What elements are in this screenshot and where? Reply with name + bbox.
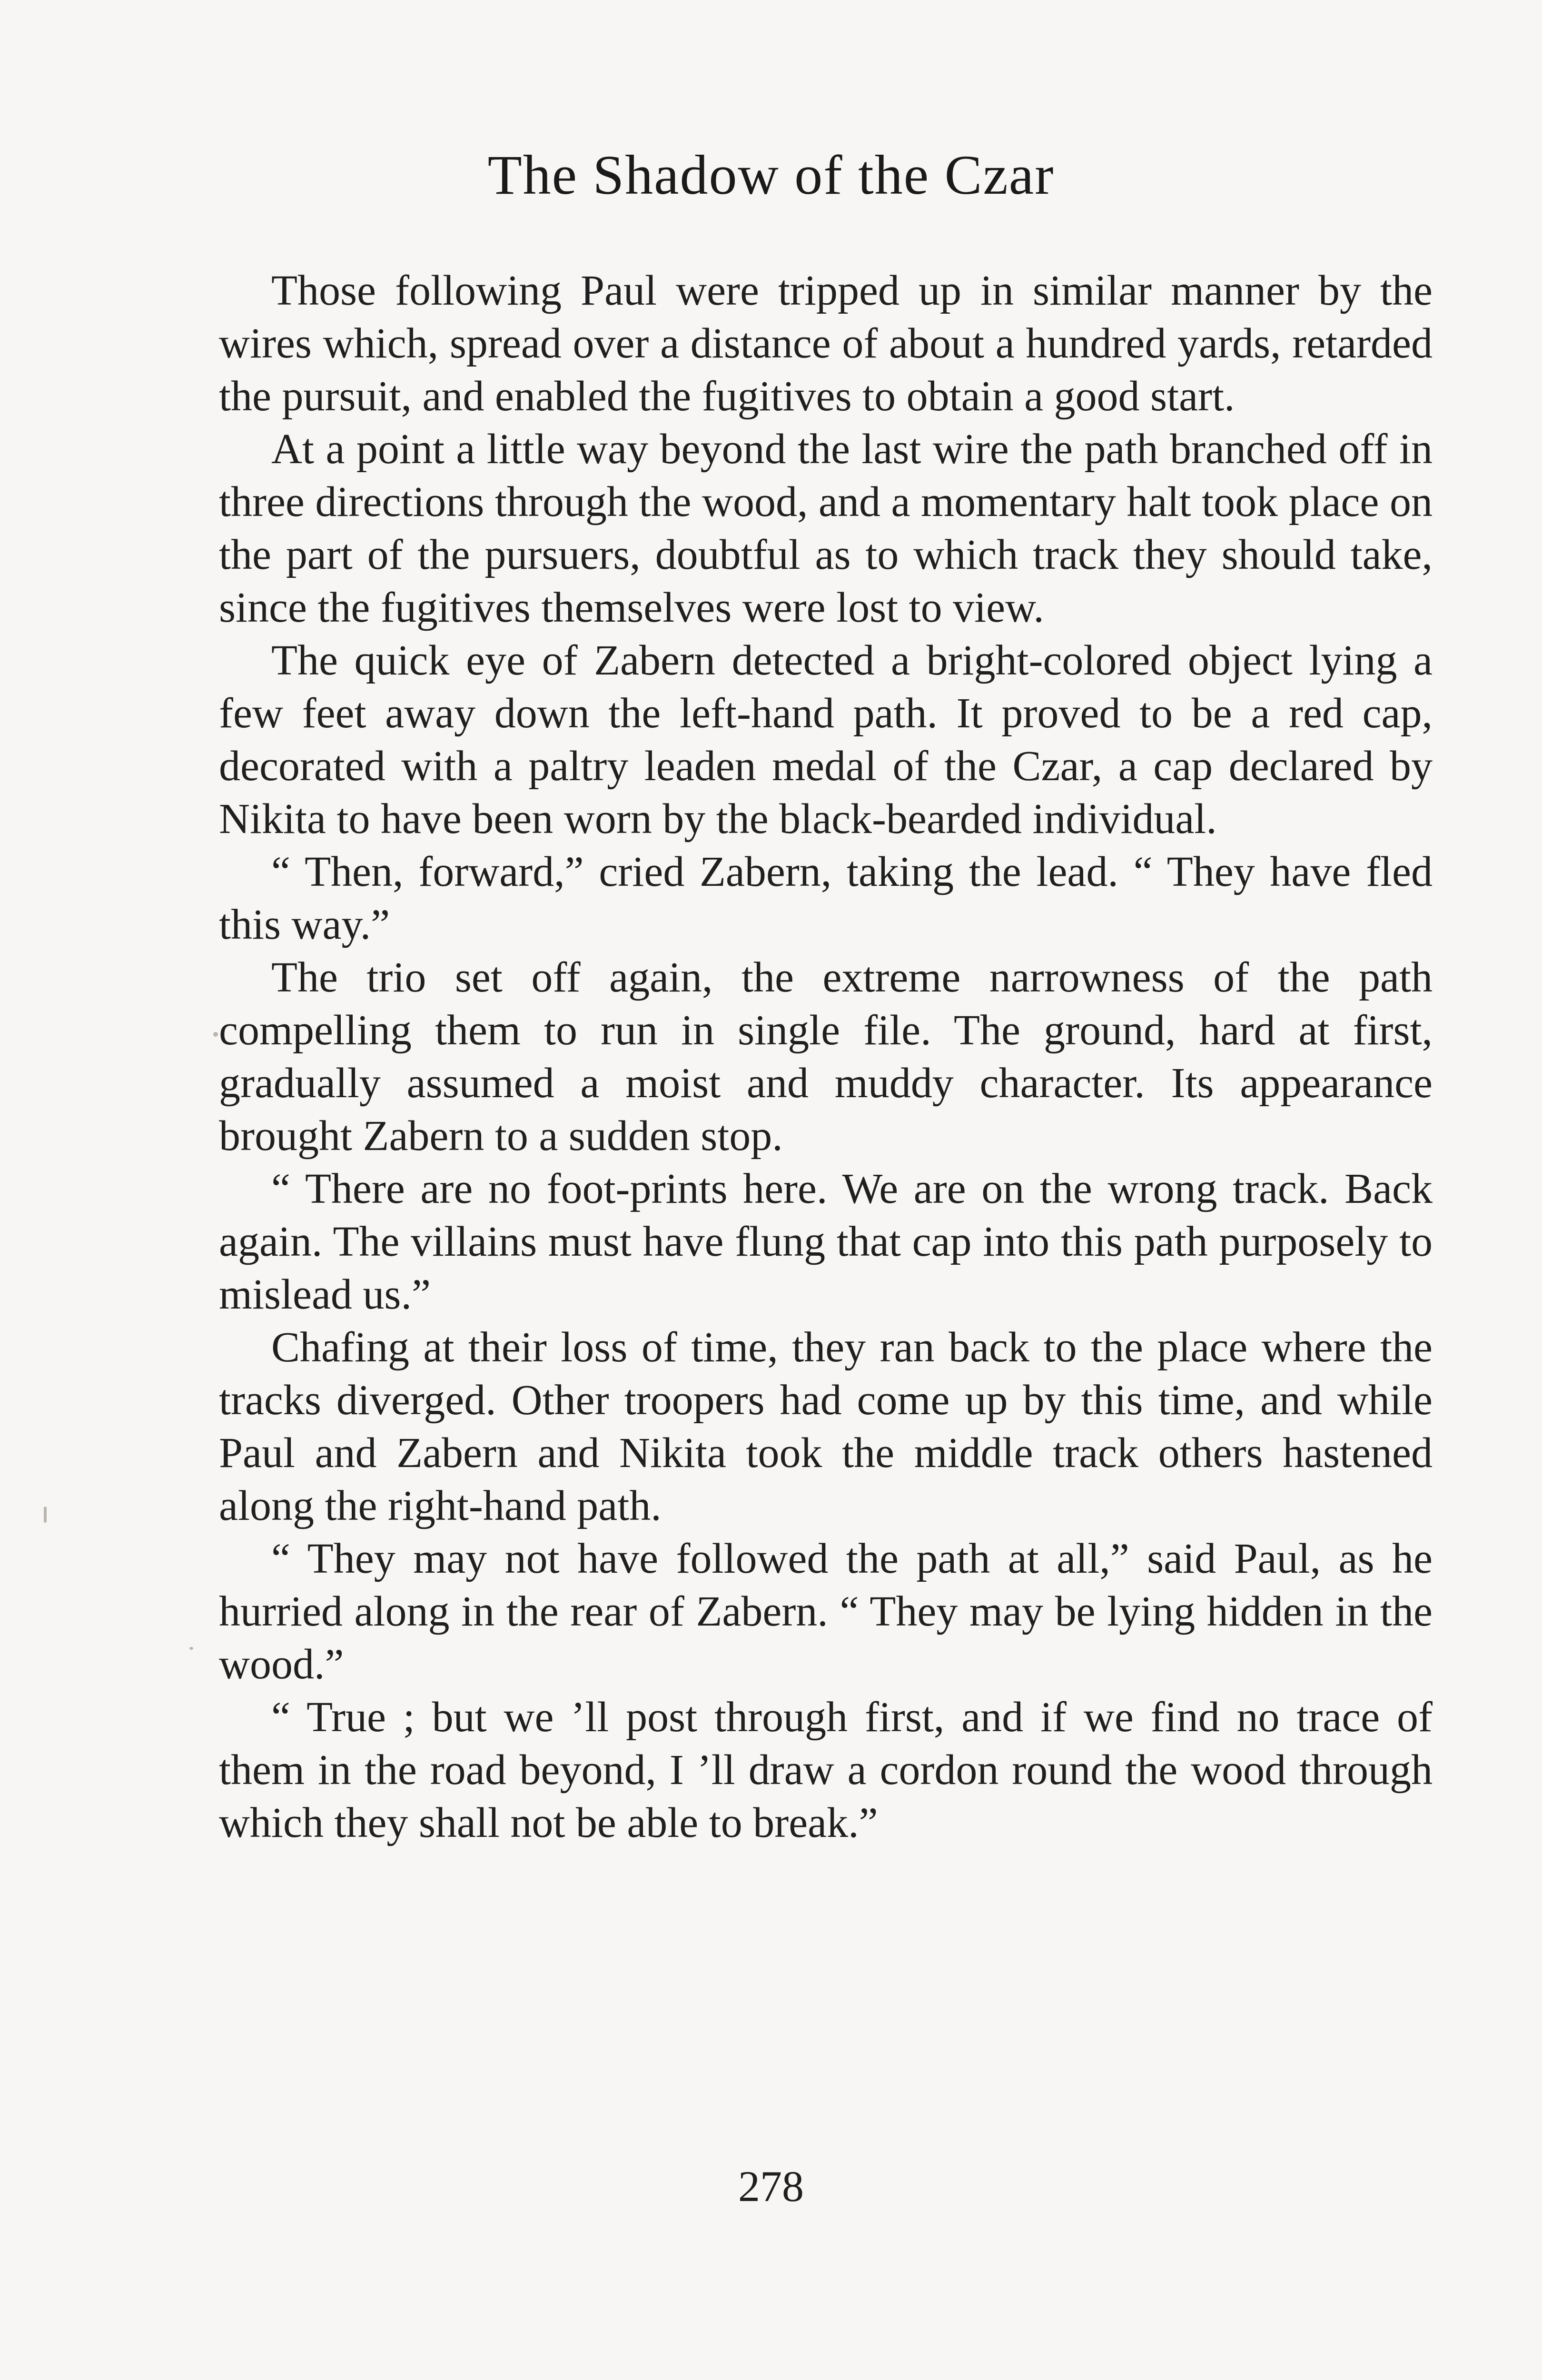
body-text: [219, 264, 1433, 1849]
paper-speck: [189, 1647, 193, 1650]
paragraph: “ There are no foot-prints here. We are on the wrong track. Back again. The villains must have flung that cap into this path purposely to mislead us.”: [219, 1165, 1433, 1318]
paragraph: “ They may not have followed the path at all,” said Paul, as he hurried along in the rear of Zabern. “ They may be lying hidden in the wood.”: [219, 1535, 1433, 1688]
paper-speck: [44, 1507, 47, 1523]
paragraph: The quick eye of Zabern detected a bright-colored object lying a few feet away down the left-hand path. It proved to be a red cap, decorated with a paltry leaden medal of the Czar, a cap declared by Nikita to have been worn by the black-bearded individual.: [219, 637, 1433, 843]
page-number: 278: [738, 2162, 804, 2211]
paper-speck: [213, 1032, 218, 1037]
paragraph: At a point a little way beyond the last wire the path branched off in three directions through the wood, and a momentary halt took place on the part of the pursuers, doubtful as to which track they should take, since the fugitives themselves were lost to view.: [219, 426, 1433, 631]
paragraph: “ True ; but we ’ll post through first, and if we find no trace of them in the road beyond, I ’ll draw a cordon round the wood through which they shall not be able to break.”: [219, 1694, 1433, 1846]
paragraph: “ Then, forward,” cried Zabern, taking the lead. “ They have fled this way.”: [219, 848, 1433, 948]
running-head: The Shadow of the Czar: [487, 144, 1055, 206]
paragraph: Those following Paul were tripped up in similar manner by the wires which, spread over a distance of about a hundred yards, retarded the pursuit, and enabled the fugitives to obtain a good start.: [219, 267, 1433, 420]
paragraph: The trio set off again, the extreme narrowness of the path compelling them to run in single file. The ground, hard at first, gradually assumed a moist and muddy character. Its appearance brought Zabern to a sudden stop.: [219, 954, 1433, 1160]
paragraph: Chafing at their loss of time, they ran back to the place where the tracks diverged. Other troopers had come up by this time, and while Paul and Zabern and Nikita took the middle track others hastened along the right-hand path.: [219, 1324, 1433, 1529]
